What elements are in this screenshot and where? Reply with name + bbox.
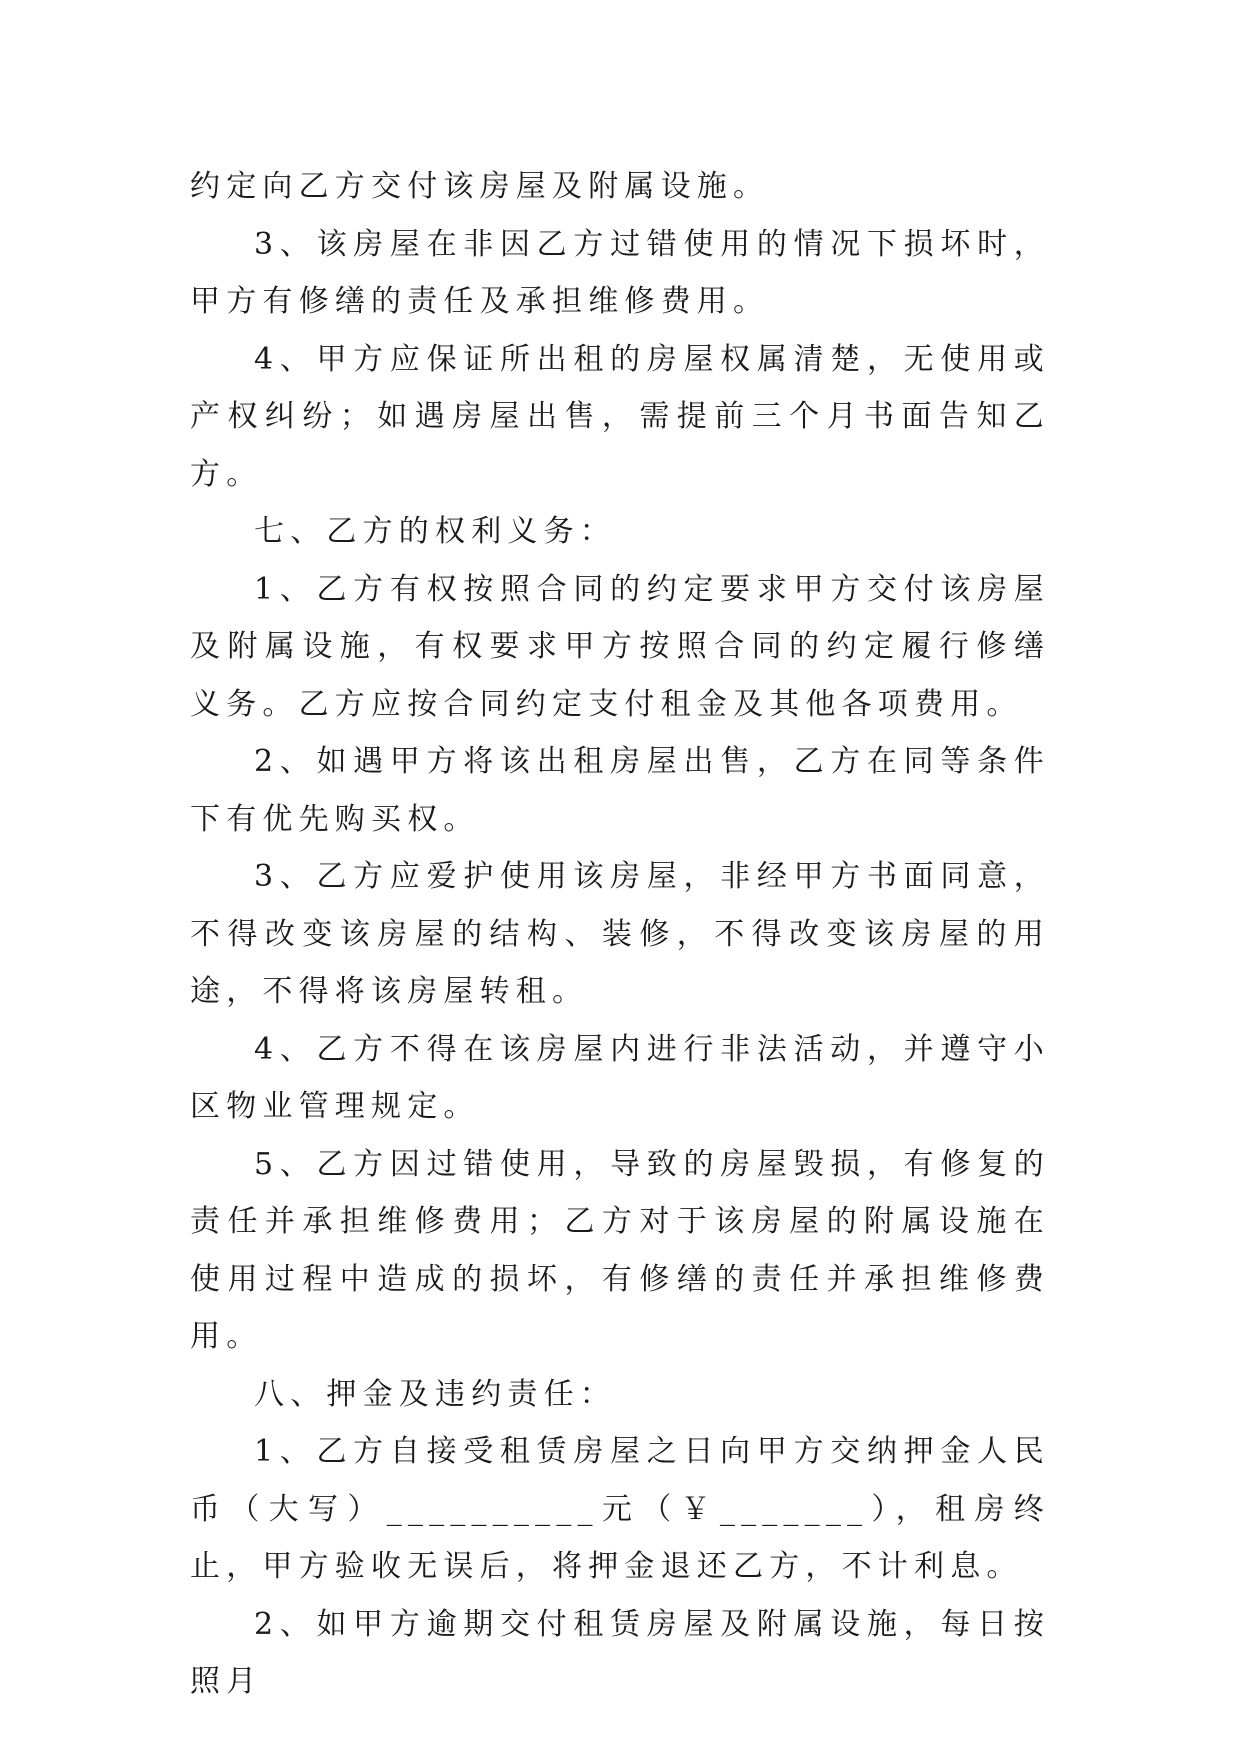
- paragraph-5: 1、乙方有权按照合同的约定要求甲方交付该房屋及附属设施，有权要求甲方按照合同的约定履行修缮义务。乙方应按合同约定支付租金及其他各项费用。: [190, 571, 1050, 722]
- section-heading-8: 八、押金及违约责任：: [254, 1376, 616, 1412]
- document-body: [190, 158, 1050, 1711]
- paragraph-12: 2、如甲方逾期交付租赁房屋及附属设施，每日按照月: [190, 1606, 1050, 1699]
- paragraph-7: 3、乙方应爱护使用该房屋，非经甲方书面同意，不得改变该房屋的结构、装修，不得改变该房屋的用途，不得将该房屋转租。: [190, 859, 1050, 1009]
- paragraph-8: 4、乙方不得在该房屋内进行非法活动，并遵守小区物业管理规定。: [190, 1031, 1050, 1124]
- paragraph-3: 4、甲方应保证所出租的房屋权属清楚，无使用或产权纠纷；如遇房屋出售，需提前三个月书面告知乙方。: [190, 341, 1050, 492]
- paragraph-1: 约定向乙方交付该房屋及附属设施。: [190, 169, 770, 204]
- paragraph-11: 1、乙方自接受租赁房屋之日向甲方交纳押金人民币（大写）__________元（￥_______），租房终止，甲方验收无误后，将押金退还乙方，不计利息。: [190, 1434, 1050, 1584]
- paragraph-2: 3、该房屋在非因乙方过错使用的情况下损坏时，甲方有修缮的责任及承担维修费用。: [190, 226, 1050, 319]
- paragraph-6: 2、如遇甲方将该出租房屋出售，乙方在同等条件下有优先购买权。: [190, 744, 1050, 837]
- section-heading-7: 七、乙方的权利义务：: [254, 514, 616, 549]
- paragraph-9: 5、乙方因过错使用，导致的房屋毁损，有修复的责任并承担维修费用；乙方对于该房屋的附属设施在使用过程中造成的损坏，有修缮的责任并承担维修费用。: [190, 1146, 1050, 1354]
